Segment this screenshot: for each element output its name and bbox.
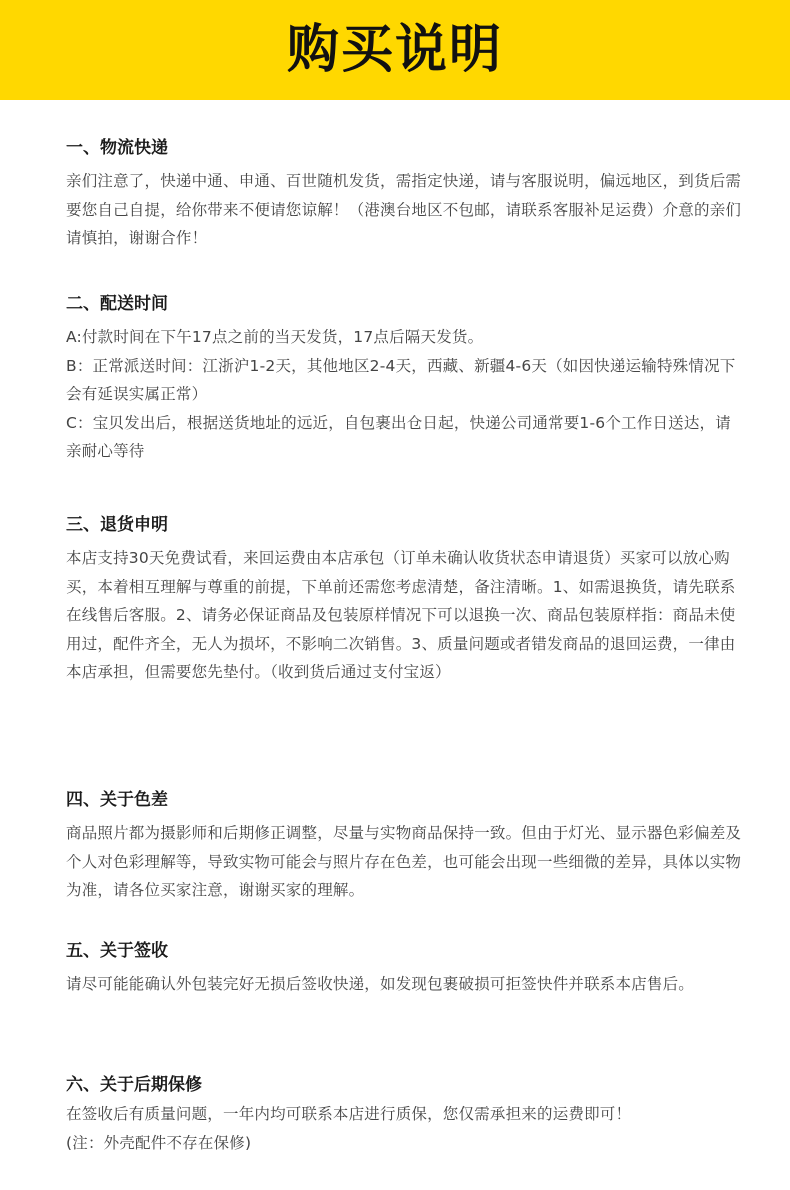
section-paragraph: 亲们注意了，快递中通、申通、百世随机发货，需指定快递，请与客服说明，偏远地区，到货后需要您自己自提，给你带来不便请您谅解！（港澳台地区不包邮，请联系客服补足运费）介意的亲们请慎拍，谢谢合作！ <box>66 172 742 247</box>
section-heading: 一、物流快递 <box>66 138 168 158</box>
section-signing <box>66 940 746 999</box>
section-paragraph: 请尽可能能确认外包装完好无损后签收快递，如发现包裹破损可拒签快件并联系本店售后。 <box>66 975 695 993</box>
section-paragraph: 商品照片都为摄影师和后期修正调整，尽量与实物商品保持一致。但由于灯光、显示器色彩偏差及个人对色彩理解等，导致实物可能会与照片存在色差，也可能会出现一些细微的差异，具体以实物为准，请各位买家注意，谢谢买家的理解。 <box>66 824 742 899</box>
section-paragraph: 在签收后有质量问题，一年内均可联系本店进行质保，您仅需承担来的运费即可！ <box>66 1105 632 1123</box>
section-paragraph: B：正常派送时间：江浙沪1-2天，其他地区2-4天，西藏、新疆4-6天（如因快递运输特殊情况下会有延误实属正常） <box>66 356 736 403</box>
section-heading: 三、退货申明 <box>66 515 168 535</box>
section-color-difference <box>66 789 746 905</box>
section-logistics <box>66 137 746 253</box>
section-paragraph: C：宝贝发出后，根据送货地址的远近，自包裹出仓日起，快递公司通常要1-6个工作日送达，请亲耐心等待 <box>66 413 731 460</box>
section-paragraph: 本店支持30天免费试看，来回运费由本店承包（订单未确认收货状态申请退货）买家可以放心购买，本着相互理解与尊重的前提，下单前还需您考虑清楚，备注清晰。1、如需退换货，请先联系在线售后客服。2、请务必保证商品及包装原样情况下可以退换一次、商品包装原样指：商品未使用过，配件齐全，无人为损坏，不影响二次销售。3、质量问题或者错发商品的退回运费，一律由本店承担，但需要您先垫付。（收到货后通过支付宝返） <box>66 549 736 681</box>
section-note: (注：外壳配件不存在保修) <box>66 1133 252 1152</box>
section-heading: 六、关于后期保修 <box>66 1075 202 1095</box>
section-return-policy <box>66 514 746 687</box>
section-heading: 五、关于签收 <box>66 941 168 961</box>
section-warranty <box>66 1074 746 1157</box>
section-heading: 四、关于色差 <box>66 790 168 810</box>
title-banner <box>0 0 790 100</box>
section-paragraph: A:付款时间在下午17点之前的当天发货，17点后隔天发货。 <box>66 328 484 346</box>
section-heading: 二、配送时间 <box>66 294 168 314</box>
page-title: 购买说明 <box>286 20 503 80</box>
section-delivery-time <box>66 293 746 466</box>
